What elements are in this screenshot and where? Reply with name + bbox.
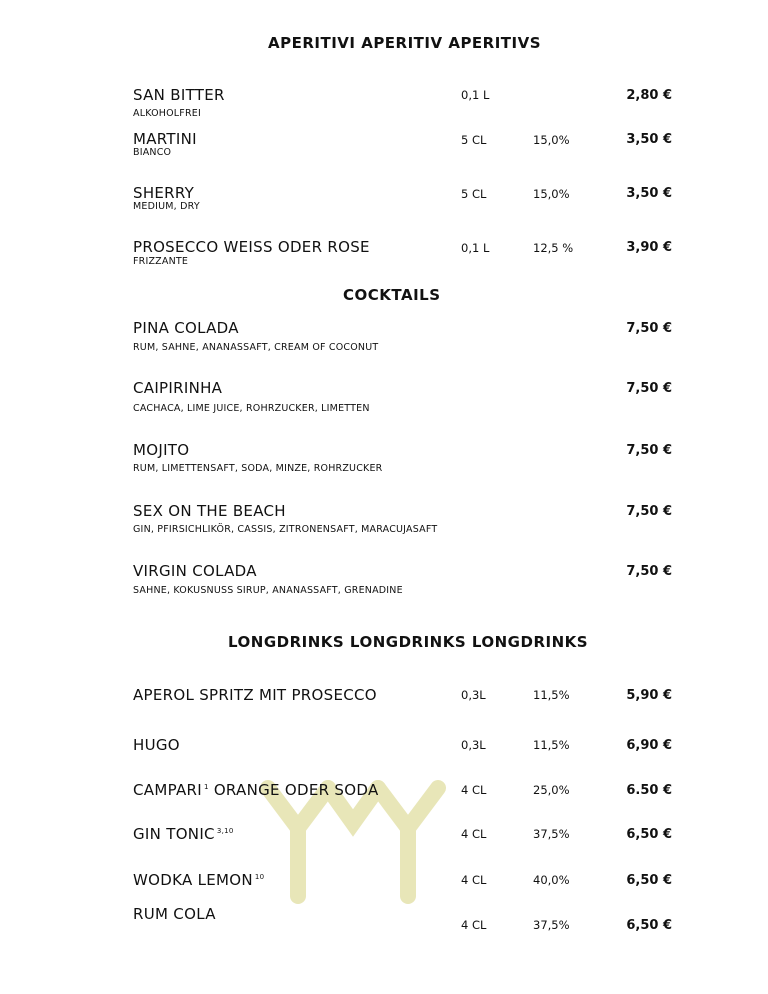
item-abv: 15,0% [533,133,570,147]
item-price: 7,50 € [626,443,672,458]
item-abv: 15,0% [533,187,570,201]
item-desc: FRIZZANTE [133,256,189,267]
item-name: SAN BITTER [133,86,225,104]
aperitivi-heading: APERITIVI APERITIV APERITIVS [268,34,542,52]
item-volume: 4 CL [461,873,487,887]
item-desc: RUM, LIMETTENSAFT, SODA, MINZE, ROHRZUCKER [133,463,383,474]
item-desc: MEDIUM, DRY [133,201,200,212]
item-name: APEROL SPRITZ MIT PROSECCO [133,686,377,704]
item-price: 7,50 € [626,381,672,396]
item-price: 7,50 € [626,504,672,519]
item-abv: 11,5% [533,738,570,752]
item-name-row [133,783,379,798]
item-volume: 5 CL [461,187,487,201]
item-abv: 40,0% [533,873,570,887]
item-name: SEX ON THE BEACH [133,502,286,520]
item-price: 6.50 € [626,783,672,798]
additive-note: 1 [203,783,209,791]
item-volume: 4 CL [461,918,487,932]
item-desc: ALKOHOLFREI [133,108,201,119]
item-price: 5,90 € [626,688,672,703]
item-abv: 37,5% [533,918,570,932]
item-volume: 4 CL [461,827,487,841]
item-desc: GIN, PFIRSICHLIKÖR, CASSIS, ZITRONENSAFT, MARACUJASAFT [133,524,438,535]
item-name: MOJITO [133,441,190,459]
item-volume: 0,1 L [461,241,490,255]
item-volume: 0,3L [461,738,486,752]
item-volume: 4 CL [461,783,487,797]
item-abv: 37,5% [533,827,570,841]
item-name-suffix: ORANGE ODER SODA [213,781,379,799]
item-abv: 12,5 % [533,241,574,255]
item-name: VIRGIN COLADA [133,562,257,580]
item-volume: 5 CL [461,133,487,147]
item-name: WODKA LEMON [133,871,253,889]
item-volume: 0,3L [461,688,486,702]
item-name: RUM COLA [133,905,216,923]
item-name: HUGO [133,736,180,754]
item-price: 3,90 € [626,240,672,255]
item-desc: RUM, SAHNE, ANANASSAFT, CREAM OF COCONUT [133,342,379,353]
item-volume: 0,1 L [461,88,490,102]
item-name: GIN TONIC [133,825,215,843]
item-price: 7,50 € [626,321,672,336]
item-name: PROSECCO WEISS ODER ROSE [133,238,370,256]
item-price: 7,50 € [626,564,672,579]
item-abv: 25,0% [533,783,570,797]
item-desc: CACHACA, LIME JUICE, ROHRZUCKER, LIMETTEN [133,403,370,414]
item-price: 3,50 € [626,186,672,201]
item-name-row [133,827,234,842]
item-desc: BIANCO [133,147,172,158]
additive-note: 3,10 [216,827,234,835]
item-name: CAIPIRINHA [133,379,223,397]
item-name: PINA COLADA [133,319,239,337]
longdrinks-heading: LONGDRINKS LONGDRINKS LONGDRINKS [228,633,589,651]
item-price: 3,50 € [626,132,672,147]
cocktails-heading: COCKTAILS [343,286,441,304]
item-name: CAMPARI [133,781,202,799]
item-price: 6,50 € [626,918,672,933]
item-price: 6,90 € [626,738,672,753]
item-desc: SAHNE, KOKUSNUSS SIRUP, ANANASSAFT, GRENADINE [133,585,403,596]
item-name: SHERRY [133,184,195,202]
item-price: 6,50 € [626,873,672,888]
item-price: 2,80 € [626,88,672,103]
item-abv: 11,5% [533,688,570,702]
item-name: MARTINI [133,130,197,148]
additive-note: 10 [254,873,265,881]
item-name-row [133,873,264,888]
item-price: 6,50 € [626,827,672,842]
